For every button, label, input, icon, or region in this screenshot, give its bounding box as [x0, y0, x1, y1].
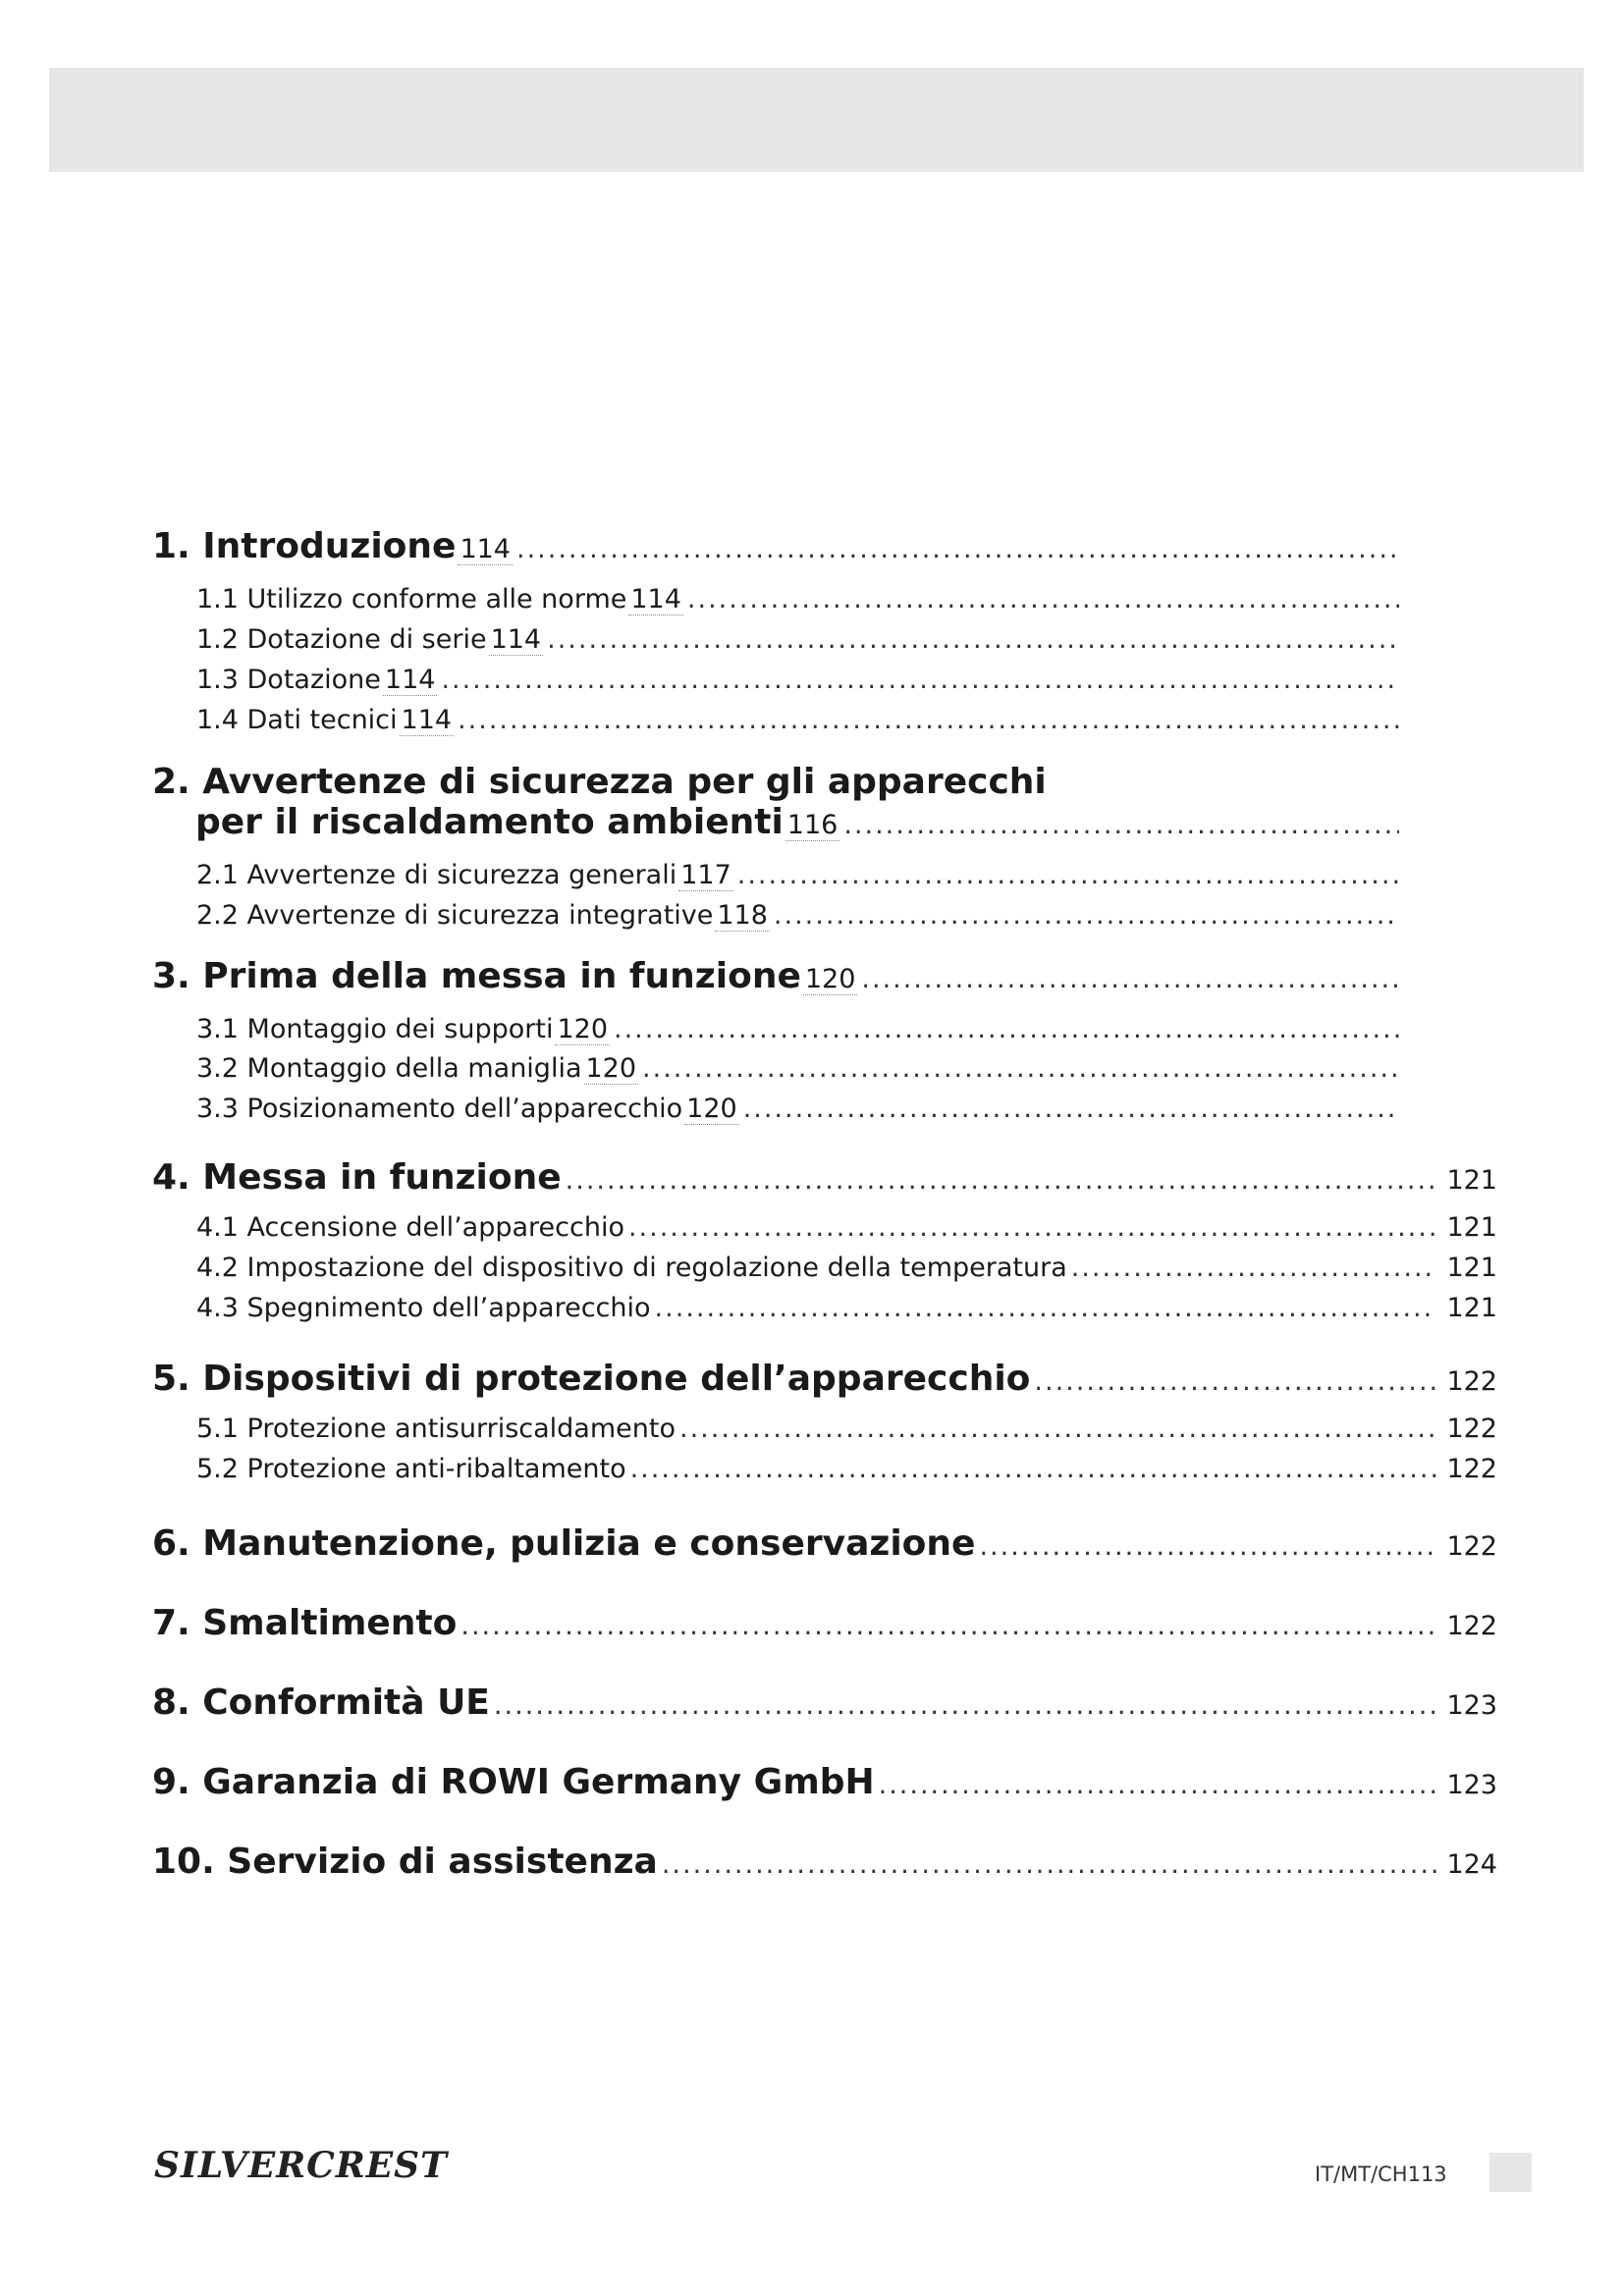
toc-page-number: 121 [1446, 1212, 1497, 1243]
toc-subsection[interactable] [196, 1454, 1497, 1484]
toc-subsection[interactable] [196, 1053, 1399, 1085]
header-band [49, 68, 1584, 172]
toc-title: 4.3 Spegnimento dell’apparecchio [196, 1293, 651, 1323]
toc-section[interactable] [152, 1523, 1497, 1564]
toc-leader-dots [843, 810, 1399, 840]
toc-leader-dots [642, 1053, 1399, 1084]
toc-leader-dots [861, 964, 1399, 994]
page-number: 113 [1407, 2163, 1447, 2186]
toc-page-number: 122 [1446, 1454, 1497, 1484]
toc-leader-dots [628, 1212, 1436, 1243]
toc-title: 2. Avvertenze di sicurezza per gli apparecchi [152, 762, 1047, 802]
toc-title: 3. Prima della messa in funzione [152, 956, 801, 996]
toc-subsection[interactable] [196, 1014, 1399, 1045]
toc-title: 5.1 Protezione antisurriscaldamento [196, 1414, 676, 1444]
toc-page-number: 121 [1446, 1293, 1497, 1323]
toc-page-number: 114 [401, 705, 453, 735]
toc-page-number: 114 [630, 584, 681, 614]
toc-title: 1.2 Dotazione di serie [196, 624, 487, 655]
toc-page-number: 121 [1446, 1165, 1497, 1196]
toc-section[interactable] [152, 956, 1399, 996]
toc-section[interactable] [152, 1603, 1497, 1643]
toc-subsection[interactable] [196, 1212, 1497, 1243]
toc-leader-dots [679, 1414, 1436, 1444]
toc-section[interactable] [152, 762, 1399, 802]
toc-title: 4.1 Accensione dell’apparecchio [196, 1212, 624, 1243]
toc-section[interactable] [152, 1157, 1497, 1198]
toc-leader-dots [662, 1849, 1437, 1880]
toc-title: 10. Servizio di assistenza [152, 1842, 658, 1882]
toc-page-number: 122 [1446, 1611, 1497, 1641]
toc-title: 4.2 Impostazione del dispositivo di regolazione della temperatura [196, 1253, 1067, 1283]
toc-title: 9. Garanzia di ROWI Germany GmbH [152, 1762, 875, 1802]
toc-title: 4. Messa in funzione [152, 1157, 562, 1198]
toc-page-number: 123 [1446, 1770, 1497, 1800]
toc-title: 1.3 Dotazione [196, 665, 381, 695]
toc-title: 5.2 Protezione anti-ribaltamento [196, 1454, 626, 1484]
toc-page-number: 117 [680, 860, 731, 890]
toc-title: 6. Manutenzione, pulizia e conservazione [152, 1523, 976, 1564]
toc-section[interactable] [152, 1682, 1497, 1723]
toc-title: 2.2 Avvertenze di sicurezza integrative [196, 900, 714, 931]
toc-page-number: 122 [1446, 1531, 1497, 1562]
toc-leader-dots [547, 624, 1399, 655]
toc-title: per il riscaldamento ambienti [195, 802, 784, 842]
toc-subsection[interactable] [196, 705, 1399, 736]
toc-leader-dots [774, 900, 1399, 931]
toc-section[interactable] [152, 1762, 1497, 1802]
toc-leader-dots [687, 584, 1399, 614]
page-number-box [1489, 2153, 1532, 2192]
toc-subsection[interactable] [196, 624, 1399, 656]
toc-page-number: 124 [1446, 1849, 1497, 1880]
toc-leader-dots [1071, 1253, 1437, 1283]
toc-section[interactable] [152, 1359, 1497, 1399]
toc-page-number: 114 [460, 534, 511, 564]
toc-leader-dots [460, 1611, 1436, 1641]
toc-subsection[interactable] [196, 1253, 1497, 1283]
toc-subsection[interactable] [196, 900, 1399, 932]
toc-title: 3.3 Posizionamento dell’apparecchio [196, 1094, 683, 1124]
toc-leader-dots [1034, 1366, 1436, 1397]
toc-leader-dots [879, 1770, 1437, 1800]
toc-page-number: 123 [1446, 1690, 1497, 1721]
language-code: IT/MT/CH [1315, 2163, 1408, 2186]
toc-page-number: 120 [686, 1094, 737, 1124]
toc-page-number: 122 [1446, 1366, 1497, 1397]
toc-leader-dots [743, 1094, 1399, 1124]
toc-page-number: 120 [557, 1014, 609, 1044]
toc-leader-dots [458, 705, 1399, 735]
toc-leader-dots [630, 1454, 1437, 1484]
toc-title: 1.1 Utilizzo conforme alle norme [196, 584, 627, 614]
toc-subsection[interactable] [196, 1293, 1497, 1323]
toc-page-number: 121 [1446, 1253, 1497, 1283]
toc-subsection[interactable] [196, 584, 1399, 615]
toc-subsection[interactable] [196, 860, 1399, 891]
toc-subsection[interactable] [196, 665, 1399, 696]
footer-code [1315, 2163, 1447, 2186]
toc-title: 5. Dispositivi di protezione dell’apparecchio [152, 1359, 1031, 1399]
toc-title: 1.4 Dati tecnici [196, 705, 398, 735]
toc-section[interactable] [152, 526, 1399, 566]
toc-title: 3.2 Montaggio della maniglia [196, 1053, 582, 1084]
toc-page-number: 118 [717, 900, 768, 931]
toc-leader-dots [655, 1293, 1437, 1323]
toc-leader-dots [441, 665, 1399, 695]
toc-leader-dots [737, 860, 1399, 890]
toc-title: 3.1 Montaggio dei supporti [196, 1014, 554, 1044]
toc-page-number: 116 [786, 810, 839, 840]
toc-section[interactable] [195, 802, 1399, 842]
silvercrest-logo: SILVERCREST [154, 2145, 448, 2186]
toc-section[interactable] [152, 1842, 1497, 1882]
toc-leader-dots [494, 1690, 1437, 1721]
toc-leader-dots [614, 1014, 1399, 1044]
toc-title: 8. Conformità UE [152, 1682, 490, 1723]
toc-subsection[interactable] [196, 1094, 1399, 1125]
toc-page-number: 114 [490, 624, 542, 655]
toc-title: 2.1 Avvertenze di sicurezza generali [196, 860, 677, 890]
toc-subsection[interactable] [196, 1414, 1497, 1444]
toc-page-number: 120 [585, 1053, 637, 1084]
toc-leader-dots [979, 1531, 1436, 1562]
toc-leader-dots [566, 1165, 1437, 1196]
toc-leader-dots [516, 534, 1399, 564]
toc-page-number: 122 [1446, 1414, 1497, 1444]
toc-title: 7. Smaltimento [152, 1603, 458, 1643]
toc-page-number: 120 [804, 964, 856, 994]
toc-title: 1. Introduzione [152, 526, 457, 566]
toc-page-number: 114 [384, 665, 436, 695]
